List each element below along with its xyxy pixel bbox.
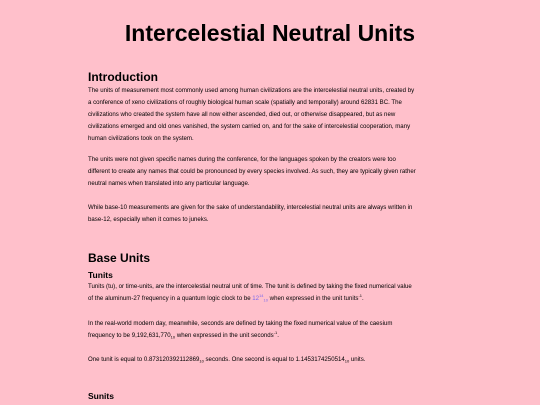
text-fragment: . xyxy=(277,331,279,339)
base-subscript: 10 xyxy=(170,334,176,340)
text-fragment: . xyxy=(362,294,364,302)
text-line xyxy=(88,330,458,342)
text-line: In the real-world modern day, meanwhile, seconds are defined by taking the fixed numerical value of the caesium xyxy=(88,320,393,327)
unit-exponent: -1 xyxy=(273,329,278,335)
text-line: civilizations emerged and old ones vanished, the system carried on, and for the sake of intercelestial cooperation, many xyxy=(88,122,411,130)
text-line xyxy=(88,293,458,305)
base-subscript: 10 xyxy=(344,358,350,364)
value-link[interactable] xyxy=(252,292,268,303)
section-heading-base-units: Base Units xyxy=(88,251,151,265)
text-fragment: of the aluminum-27 frequency in a quantum logic clock to be xyxy=(88,294,253,302)
text-line: a conference of xeno civilizations of roughly biological human scale (spatially and temporally) around 62831 BC. The xyxy=(88,98,402,106)
value-exponent: 14 xyxy=(259,292,264,298)
tunits-paragraph-3 xyxy=(88,354,458,366)
intro-paragraph-1 xyxy=(88,85,458,145)
tunits-paragraph-1 xyxy=(88,281,458,305)
page-title: Intercelestial Neutral Units xyxy=(124,20,416,46)
value-subscript: 10 xyxy=(263,297,268,303)
text-fragment: units. xyxy=(349,356,366,363)
tunits-paragraph-2 xyxy=(88,318,458,342)
text-line: civilizations who created the system have all now either ascended, died out, or otherwise disappeared, but as new xyxy=(88,110,396,118)
text-fragment: when expressed in the unit tunits xyxy=(267,294,359,302)
intro-paragraph-2 xyxy=(88,154,458,190)
text-line: The units of measurement most commonly used among human civilizations are the intercelestial neutral units, created by xyxy=(88,87,415,94)
text-line: The units were not given specific names during the conference, for the languages spoken by the creators were too xyxy=(88,156,396,163)
text-line: base-12, especially when it comes to juneks. xyxy=(88,215,209,223)
text-line: human civilizations took on the system. xyxy=(88,134,194,142)
subsection-heading-tunits: Tunits xyxy=(88,270,113,280)
text-line: neutral names when translated into any particular language. xyxy=(88,179,250,187)
text-line: Tunits (tu), or time-units, are the intercelestial neutral unit of time. The tunit is defined by taking the fixed numerical value xyxy=(88,283,412,290)
base-subscript: 10 xyxy=(199,358,204,364)
text-fragment: when expressed in the unit seconds xyxy=(175,331,274,339)
unit-exponent: -1 xyxy=(358,292,362,298)
intro-paragraph-3 xyxy=(88,202,458,226)
text-fragment: seconds. One second is equal to 1.1453174250514 xyxy=(203,356,345,363)
text-line: different to create any names that could be pronounced by every species involved. As such, they are typically given rather xyxy=(88,167,416,175)
text-line: While base-10 measurements are given for the sake of understandability, intercelestial neutral units are always written in xyxy=(88,204,413,211)
subsection-heading-sunits: Sunits xyxy=(88,391,114,401)
value-base: 12 xyxy=(252,294,260,302)
section-heading-introduction: Introduction xyxy=(88,70,158,84)
text-fragment: frequency to be 9,192,631,770 xyxy=(88,331,171,339)
text-fragment: One tunit is equal to 0.8731203921128​69 xyxy=(88,356,200,363)
text-line xyxy=(88,354,458,366)
